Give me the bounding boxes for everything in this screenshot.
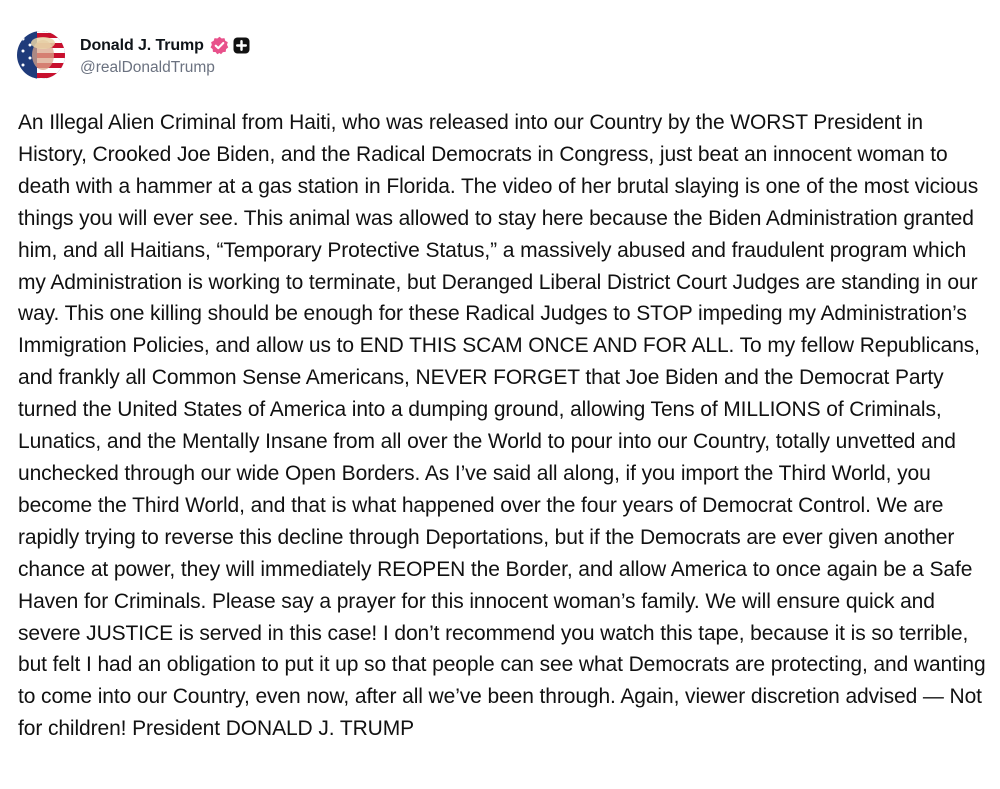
plus-badge-icon: [233, 37, 250, 54]
author-handle[interactable]: @realDonaldTrump: [80, 58, 215, 76]
avatar-image: [17, 31, 65, 79]
avatar[interactable]: [17, 31, 65, 79]
post-header: [17, 31, 250, 79]
author-display-name[interactable]: Donald J. Trump: [80, 36, 204, 54]
name-row: [80, 34, 250, 58]
post-text: An Illegal Alien Criminal from Haiti, who was released into our Country by the WORST President in History, Crooked Joe Biden, and the Radical Democrats in Congress, just beat an innocent woman to death with a hammer at a gas station in Florida. The video of her brutal slaying is one of the most vicious things you will ever see. This animal was allowed to stay here because the Biden Administration granted him, and all Haitians, “Temporary Protective Status,” a massively abused and fraudulent program which my Administration is working to terminate, but Deranged Liberal District Court Judges are standing in our way. This one killing should be enough for these Radical Judges to STOP impeding my Administration’s Immigration Policies, and allow us to END THIS SCAM ONCE AND FOR ALL. To my fellow Republicans, and frankly all Common Sense Americans, NEVER FORGET that Joe Biden and the Democrat Party turned the United States of America into a dumping ground, allowing Tens of MILLIONS of Criminals, Lunatics, and the Mentally Insane from all over the World to pour into our Country, totally unvetted and unchecked through our wide Open Borders. As I’ve said all along, if you import the Third World, you become the Third World, and that is what happened over the four years of Democrat Control. We are rapidly trying to reverse this decline through Deportations, but if the Democrats are ever given another chance at power, they will immediately REOPEN the Border, and allow America to once again be a Safe Haven for Criminals. Please say a prayer for this innocent woman’s family. We will ensure quick and severe JUSTICE is served in this case! I don’t recommend you watch this tape, because it is so terrible, but felt I had an obligation to put it up so that people can see what Democrats are protecting, and wanting to come into our Country, even now, after all we’ve been through. Again, viewer discretion advised — Not for children! President DONALD J. TRUMP: [18, 111, 986, 741]
author-identity: [80, 34, 250, 77]
verified-badge-icon: [210, 36, 229, 55]
